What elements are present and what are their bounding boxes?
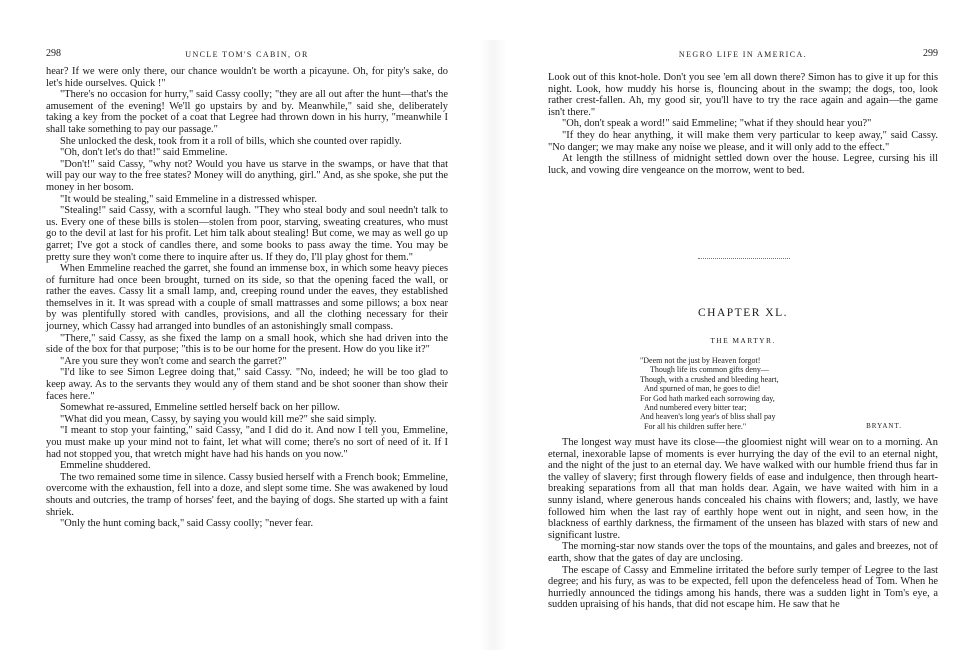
epigraph [640, 356, 902, 431]
paragraph: "If they do hear anything, it will make them very particular to keep away," said Cassy. "No danger; we may make any noise we please, and it will only add to the effect." [548, 129, 938, 153]
chapter-title: CHAPTER XL. [698, 307, 788, 319]
epigraph-line: And spurned of man, he goes to die! [644, 384, 761, 394]
left-running-head [46, 50, 448, 62]
left-page-number: 298 [46, 48, 61, 59]
paragraph: "It would be stealing," said Emmeline in a distressed whisper. [60, 193, 317, 205]
epigraph-line: And heaven's long year's of bliss shall pay [640, 412, 776, 422]
left-running-title: UNCLE TOM'S CABIN, OR [185, 50, 309, 59]
right-body-text-top [548, 72, 938, 176]
right-page-number: 299 [923, 48, 938, 59]
epigraph-line: "Deem not the just by Heaven forgot! [640, 356, 761, 365]
paragraph: Emmeline shuddered. [60, 460, 151, 472]
epigraph-line: Though, with a crushed and bleeding heart, [640, 374, 779, 384]
epigraph-author: BRYANT. [866, 421, 902, 430]
paragraph: Somewhat re-assured, Emmeline settled herself back on her pillow. [60, 402, 340, 414]
right-body-text-bottom [548, 437, 938, 611]
paragraph: "Oh, don't speak a word!" said Emmeline; "what if they should hear you?" [562, 118, 872, 130]
left-body-text [46, 66, 448, 530]
paragraph: "I meant to stop your fainting," said Cassy, "and I did do it. And now I tell you, Emmeline, you must make up your mind not to faint, let what will come; there's no sort of need of it. If I had not stopped you, that wretch might have had his hands on you now." [46, 425, 448, 460]
paragraph: The longest way must have its close—the gloomiest night will wear on to a morning. An eternal, inexorable lapse of moments is ever hurrying the day of the evil to an eternal night, and the night of the just to an eternal day. We have walked with our humble friend thus far in the valley of slavery; first through flowery fields of ease and indulgence, then through heart-breaking separations from all that man holds dear. Again, we have waited with him in a sunny island, where generous hands concealed his chains with flowers; and, lastly, we have followed him when the last ray of earthly hope went out in night, and seen how, in the blackness of earthly darkness, the firmament of the unseen has blazed with stars of new and significant lustre. [548, 437, 938, 541]
right-page [548, 0, 938, 667]
right-running-title: NEGRO LIFE IN AMERICA. [678, 50, 808, 59]
epigraph-line: Though life its common gifts deny— [650, 365, 769, 375]
paragraph: The escape of Cassy and Emmeline irritated the before surly temper of Legree to the last degree; and his fury, as was to be expected, fell upon the defenceless head of Tom. When he hurriedly announced the tidings among his hands, there was a sudden light in Tom's eye, a sudden upraising of his hands, that did not escape him. He saw that he [548, 564, 938, 611]
section-divider [698, 258, 790, 259]
chapter-subtitle: THE MARTYR. [710, 336, 776, 345]
paragraph: "Stealing!" said Cassy, with a scornful laugh. "They who steal body and soul needn't talk to us. Every one of these bills is stolen—stolen from poor, starving, sweating creatures, who must go to the devil at last for his profit. Let him talk about stealing! But come, we may as well go up garret; I've got a stock of candles there, and some books to pass away the time. You may be pretty sure they won't come there to inquire after us. If they do, I'll play ghost for them." [46, 205, 448, 263]
paragraph: Look out of this knot-hole. Don't you see 'em all down there? Simon has to give it up for this night. Look, how muddy his horse is, flouncing about in the swamp; the dogs, too, look rather crest-fallen. Ah, my good sir, you'll have to try the race again and again—the game isn't there." [548, 72, 938, 118]
epigraph-line: For God hath marked each sorrowing day, [640, 393, 775, 403]
paragraph: When Emmeline reached the garret, she found an immense box, in which some heavy pieces of furniture had once been brought, turned on its side, so that the opening faced the wall, or rather the eaves. Cassy lit a small lamp, and, creeping round under the eaves, they established themselves in it. It was spread with a couple of small mattrasses and some pillows; a box near by was plentifully stored with candles, provisions, and all the clothing necessary for their journey, which Cassy had arranged into bundles of an astonishingly small compass. [46, 263, 448, 333]
paragraph: "Oh, don't let's do that!" said Emmeline. [60, 147, 228, 159]
paragraph: "There," said Cassy, as she fixed the lamp on a small hook, which she had driven into the side of the box for that purpose; "this is to be our home for the present. How do you like it?" [46, 332, 448, 356]
paragraph: "Don't!" said Cassy, "why not? Would you have us starve in the swamps, or have that that will pay our way to the free states? Money will do anything, girl." And, as she spoke, she put the money in her bosom. [46, 158, 448, 193]
paragraph: The two remained some time in silence. Cassy busied herself with a French book; Emmeline, overcome with the exhaustion, fell into a doze, and slept some time. She was awakened by loud shouts and outcries, the tramp of horses' feet, and the baying of dogs. She started up with a faint shriek. [46, 471, 448, 518]
paragraph: She unlocked the desk, took from it a roll of bills, which she counted over rapidly. [60, 135, 402, 147]
paragraph: "What did you mean, Cassy, by saying you would kill me?" she said simply. [60, 413, 377, 425]
paragraph: At length the stillness of midnight settled down over the house. Legree, cursing his ill luck, and vowing dire vengeance on the morrow, went to bed. [548, 153, 938, 176]
epigraph-line: And numbered every bitter tear; [644, 403, 747, 413]
epigraph-line: For all his children suffer here." [644, 421, 747, 431]
page-gutter [478, 40, 508, 650]
paragraph: "Only the hunt coming back," said Cassy coolly; "never fear. [60, 518, 314, 530]
paragraph: "I'd like to see Simon Legree doing that," said Cassy. "No, indeed; he will be too glad to keep away. As to the servants they would any of them stand and be shot sooner than show their faces here." [46, 367, 448, 402]
paragraph: The morning-star now stands over the tops of the mountains, and gales and breezes, not of earth, show that the gates of day are unclosing. [548, 541, 938, 564]
paragraph: "Are you sure they won't come and search the garret?" [60, 355, 287, 367]
paragraph: "There's no occasion for hurry," said Cassy coolly; "they are all out after the hunt—that's the amusement of the evening! We'll go upstairs by and by. Meanwhile," said she, deliberately taking a key from the pocket of a coat that Legree had thrown down in his hurry, "meanwhile I shall take something to pay our passage." [46, 89, 448, 135]
paragraph: hear? If we were only there, our chance wouldn't be worth a picayune. Oh, for pity's sake, do let's hide ourselves. Quick !" [46, 66, 448, 89]
right-running-head [548, 50, 938, 62]
left-page [46, 0, 448, 667]
